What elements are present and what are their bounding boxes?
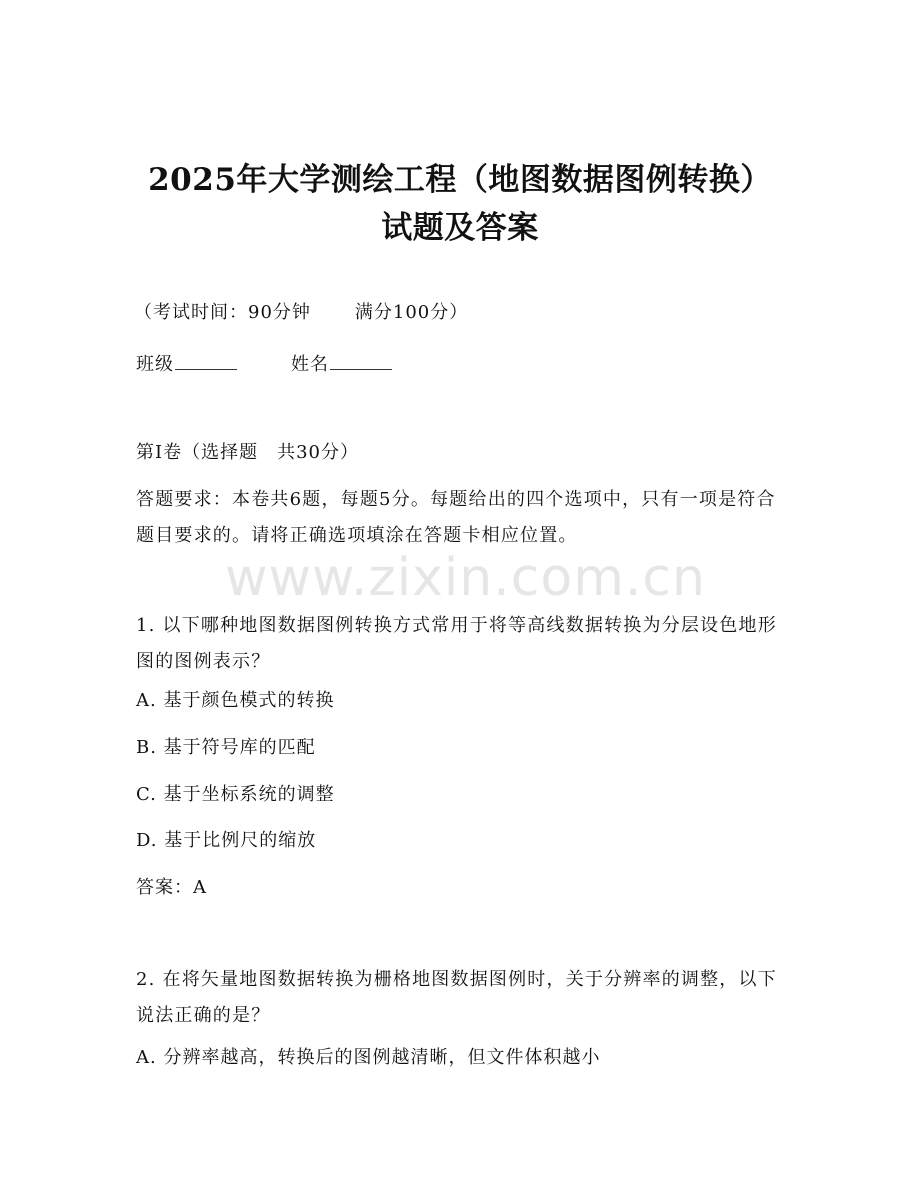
watermark: www.zixin.com.cn <box>225 548 706 608</box>
document-title-line-1: 2025年大学测绘工程（地图数据图例转换） <box>148 162 772 198</box>
question-1-option-d: D. 基于比例尺的缩放 <box>136 830 317 851</box>
class-blank <box>175 351 237 370</box>
exam-full-score: 满分100分） <box>354 302 469 323</box>
question-2-stem: 2. 在将矢量地图数据转换为栅格地图数据图例时，关于分辨率的调整，以下说法正确的是？ <box>136 969 777 1026</box>
class-label: 班级 <box>136 354 174 375</box>
exam-time: （考试时间：90分钟 <box>134 302 311 323</box>
student-fields <box>136 351 392 378</box>
exam-info <box>134 300 468 326</box>
question-1-option-b: B. 基于符号库的匹配 <box>136 737 316 758</box>
question-1-option-c: C. 基于坐标系统的调整 <box>136 784 335 805</box>
document-title-line-2: 试题及答案 <box>381 210 539 246</box>
name-blank <box>330 351 392 370</box>
name-label: 姓名 <box>291 354 329 375</box>
section-instructions: 答题要求：本卷共6题，每题5分。每题给出的四个选项中，只有一项是符合题目要求的。请将正确选项填涂在答题卡相应位置。 <box>136 489 776 546</box>
question-1-answer: 答案：A <box>136 877 207 898</box>
section-heading: 第I卷（选择题 共30分） <box>136 442 360 463</box>
question-2-option-a: A. 分辨率越高，转换后的图例越清晰，但文件体积越小 <box>136 1047 601 1068</box>
question-1-stem: 1. 以下哪种地图数据图例转换方式常用于将等高线数据转换为分层设色地形图的图例表示？ <box>136 615 777 672</box>
question-1-option-a: A. 基于颜色模式的转换 <box>136 690 335 711</box>
